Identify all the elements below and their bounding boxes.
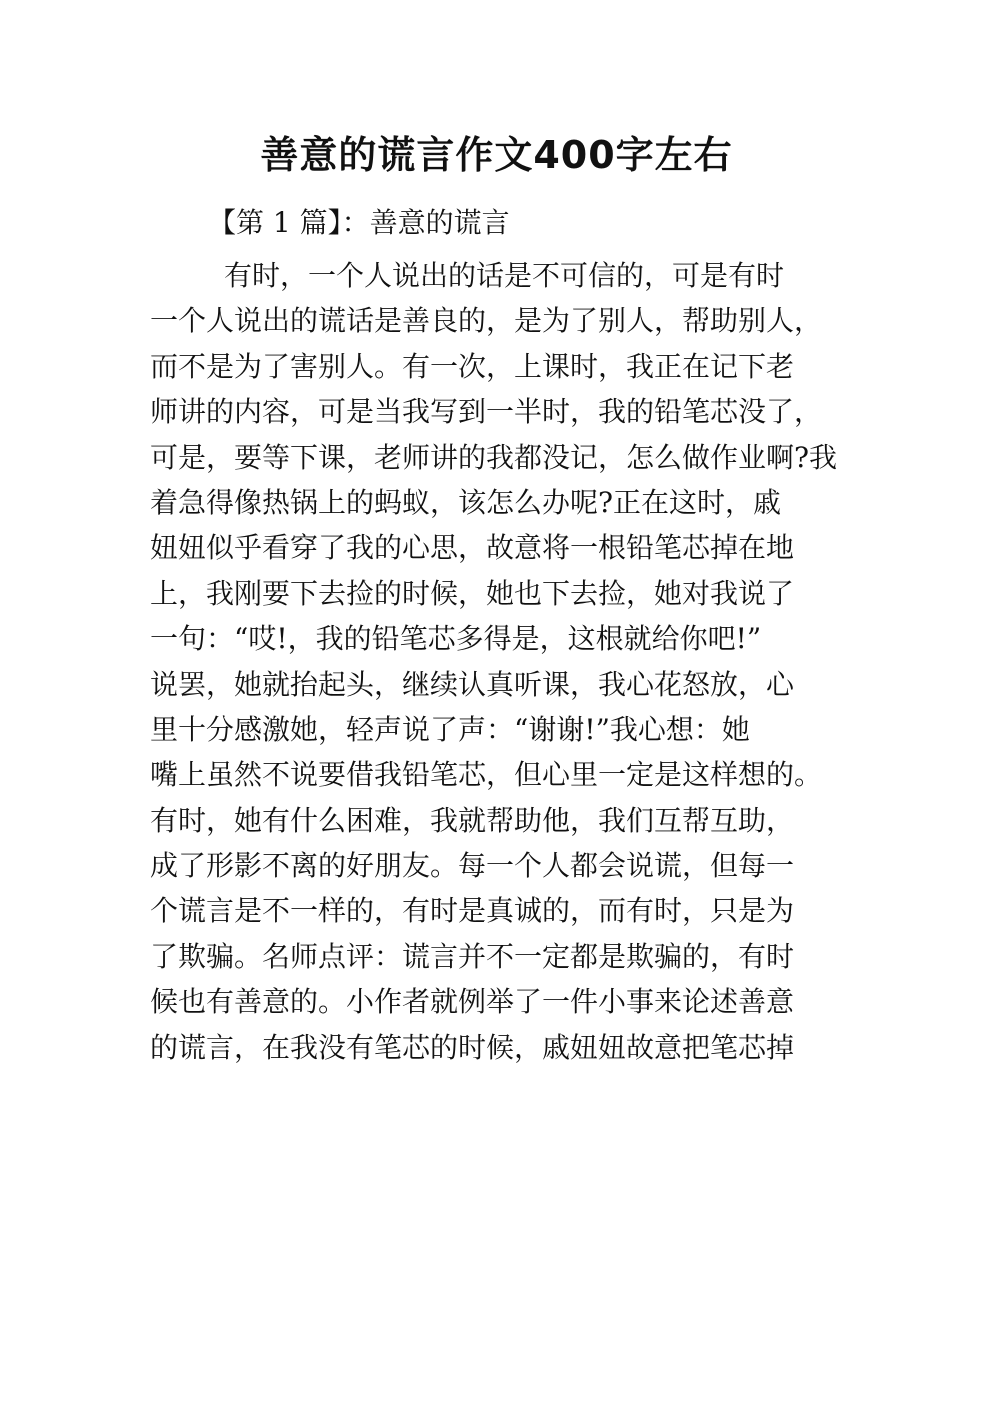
body-line: 的谎言，在我没有笔芯的时候，戚妞妞故意把笔芯掉 [150, 1030, 795, 1064]
body-line: 候也有善意的。小作者就例举了一件小事来论述善意 [150, 985, 795, 1019]
body-line: 嘴上虽然不说要借我铅笔芯，但心里一定是这样想的。 [150, 758, 823, 792]
body-line: 着急得像热锅上的蚂蚁，该怎么办呢?正在这时，戚 [150, 485, 782, 519]
body-line: 一个人说出的谎话是善良的，是为了别人，帮助别人， [150, 304, 823, 338]
body-line: 了欺骗。名师点评：谎言并不一定都是欺骗的，有时 [150, 939, 795, 973]
body-line: 师讲的内容，可是当我写到一半时，我的铅笔芯没了， [150, 395, 823, 429]
body-line: 可是，要等下课，老师讲的我都没记，怎么做作业啊?我 [150, 440, 838, 474]
body-line: 妞妞似乎看穿了我的心思，故意将一根铅笔芯掉在地 [150, 531, 795, 565]
body-text [150, 256, 910, 1073]
body-line: 里十分感激她，轻声说了声：“谢谢!”我心想：她 [150, 712, 750, 746]
body-line: 而不是为了害别人。有一次，上课时，我正在记下老 [150, 349, 795, 383]
body-line: 上，我刚要下去捡的时候，她也下去捡，她对我说了 [150, 576, 795, 610]
body-line: 说罢，她就抬起头，继续认真听课，我心花怒放，心 [150, 667, 795, 701]
document-title: 善意的谎言作文400字左右 [260, 133, 733, 177]
body-line: 有时，她有什么困难，我就帮助他，我们互帮互助， [150, 803, 795, 837]
body-line: 有时，一个人说出的话是不可信的，可是有时 [224, 259, 785, 292]
body-line: 个谎言是不一样的，有时是真诚的，而有时，只是为 [150, 894, 795, 928]
section-heading: 【第 1 篇】：善意的谎言 [208, 206, 510, 239]
body-line: 成了形影不离的好朋友。每一个人都会说谎，但每一 [150, 849, 795, 883]
body-line: 一句：“哎!，我的铅笔芯多得是，这根就给你吧!” [150, 622, 762, 656]
